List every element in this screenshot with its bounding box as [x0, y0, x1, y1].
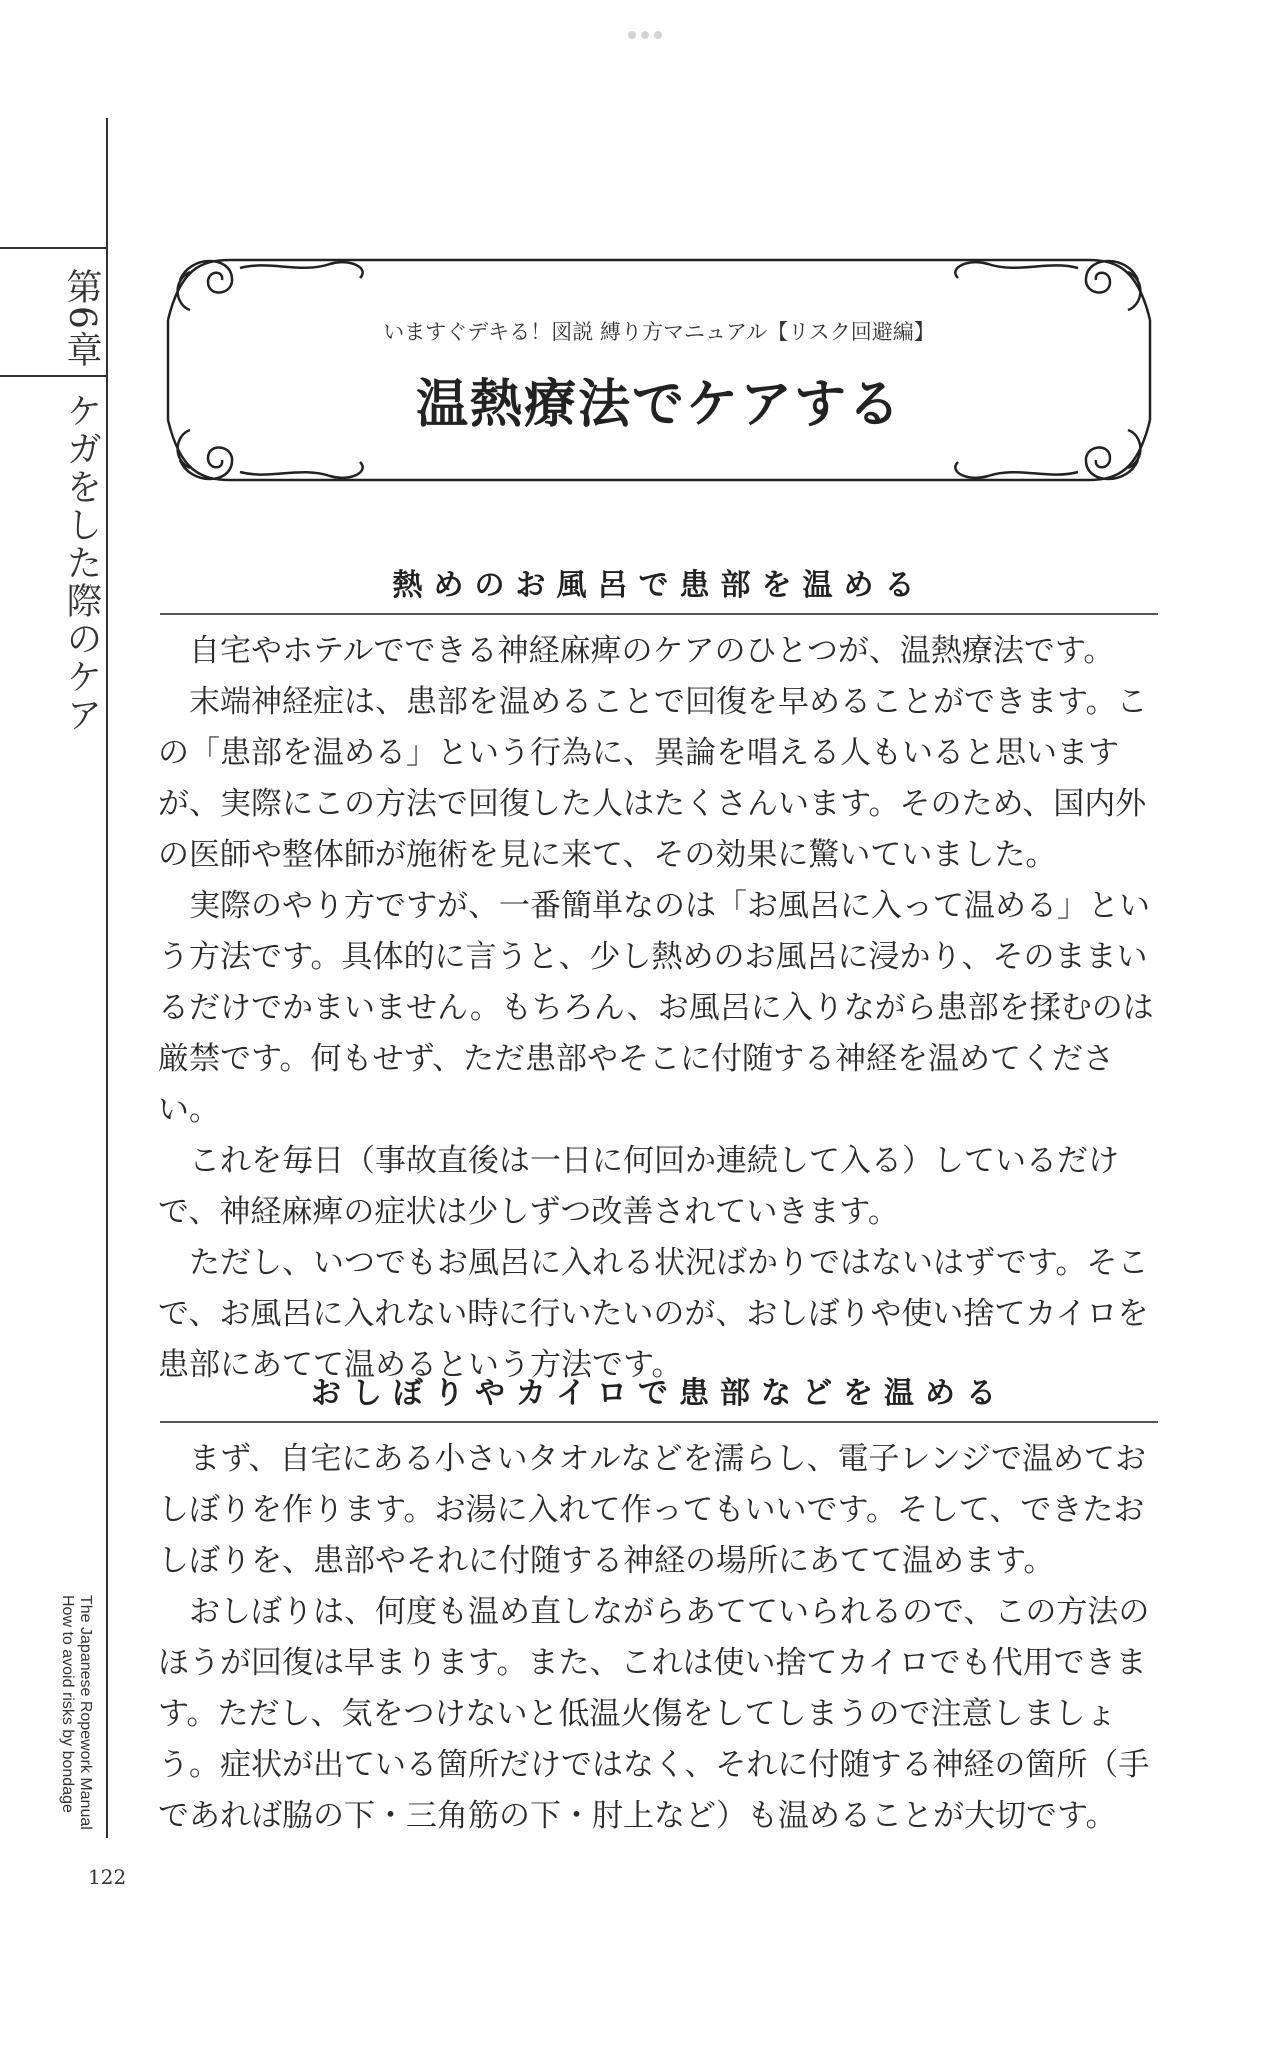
title-frame: [160, 250, 1158, 490]
paragraph: おしぼりは、何度も温め直しながらあてていられるので、この方法のほうが回復は早まります。また、これは使い捨てカイロでも代用できます。ただし、気をつけないと低温火傷をしてしまうので注意しましょう。症状が出ている箇所だけではなく、それに付随する神経の箇所（手であれば脇の下・三角筋の下・肘上など）も温めることが大切です。: [158, 1594, 1150, 1834]
chapter-rule-bottom: [0, 375, 106, 377]
chapter-title: ケガをした際のケア: [61, 392, 102, 734]
section-heading-1: 熱めのお風呂で患部を温める: [392, 568, 926, 603]
page-title: 温熱療法でケアする: [415, 375, 902, 435]
margin-divider: [106, 118, 108, 1838]
section-rule-2: [160, 1421, 1158, 1423]
section-body-1: [158, 626, 1162, 1391]
paragraph: これを毎日（事故直後は一日に何回か連続して入る）しているだけで、神経麻痺の症状は少しずつ改善されていきます。: [158, 1143, 1119, 1230]
section-rule-1: [160, 613, 1158, 615]
english-subtitle-line1: The Japanese Ropework Manual: [77, 1595, 94, 1830]
english-subtitle: [58, 1595, 94, 1830]
page-number: 122: [88, 1865, 127, 1889]
paragraph: まず、自宅にある小さいタオルなどを濡らし、電子レンジで温めておしぼりを作ります。お湯に入れて作ってもいいです。そして、できたおしぼりを、患部やそれに付随する神経の場所にあてて温めます。: [158, 1441, 1146, 1579]
chapter-number: 第6章: [61, 268, 102, 369]
section-heading-2: おしぼりやカイロで患部などを温める: [310, 1376, 1008, 1411]
chapter-rule-top: [0, 247, 106, 249]
paragraph: 自宅やホテルでできる神経麻痺のケアのひとつが、温熱療法です。: [189, 633, 1115, 669]
book-title: いますぐデキる！図説 縛り方マニュアル【リスク回避編】: [383, 320, 935, 344]
paragraph: 末端神経症は、患部を温めることで回復を早めることができます。この「患部を温める」という行為に、異論を唱える人もいると思いますが、実際にこの方法で回復した人はたくさんいます。そのため、国内外の医師や整体師が施術を見に来て、その効果に驚いていました。: [158, 684, 1148, 873]
paragraph: 実際のやり方ですが、一番簡単なのは「お風呂に入って温める」という方法です。具体的に言うと、少し熱めのお風呂に浸かり、そのままいるだけでかまいません。もちろん、お風呂に入りながら患部を揉むのは厳禁です。何もせず、ただ患部やそこに付随する神経を温めてください。: [158, 888, 1154, 1128]
paragraph: ただし、いつでもお風呂に入れる状況ばかりではないはずです。そこで、お風呂に入れない時に行いたいのが、おしぼりや使い捨てカイロを患部にあてて温めるという方法です。: [158, 1245, 1149, 1383]
english-subtitle-line2: How to avoid risks by bondage: [59, 1595, 76, 1813]
more-options-icon[interactable]: [628, 24, 668, 34]
section-body-2: [158, 1434, 1162, 1842]
